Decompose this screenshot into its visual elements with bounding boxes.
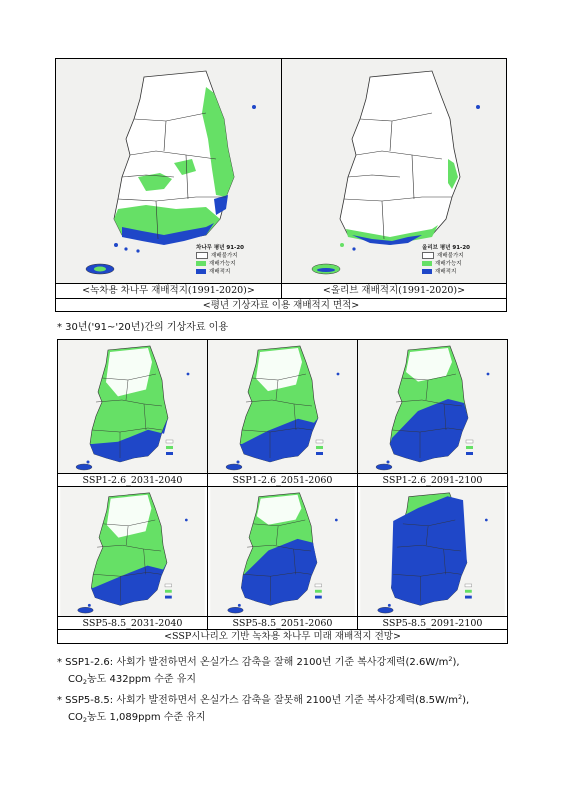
unsuitable-area — [107, 495, 152, 538]
legend-swatch — [316, 446, 323, 449]
ssp-map — [58, 487, 207, 616]
col-divider — [207, 340, 208, 629]
olive-map-caption: <올리브 재배적지(1991-2020)> — [282, 283, 506, 298]
island — [187, 373, 190, 376]
ssp-caption: SSP1-2.6_2051-2060 — [208, 473, 357, 487]
legend-title: 올리브 평년 91-20 — [422, 245, 470, 251]
footnote-text: ), — [452, 657, 460, 668]
legend-swatch — [166, 440, 173, 443]
superscript: 2 — [448, 655, 453, 663]
legend-swatch — [315, 596, 322, 599]
legend-swatch — [316, 452, 323, 455]
island — [335, 519, 338, 522]
ssp-map-panel — [58, 487, 207, 620]
footnote-text: 농도 1,089ppm 수준 유지 — [87, 712, 206, 723]
island — [88, 604, 91, 607]
olive-map-panel — [282, 59, 506, 283]
jeju-island — [376, 464, 392, 470]
tea-map-caption: <녹차용 차나무 재배적지(1991-2020)> — [56, 283, 282, 298]
legend-swatch — [466, 440, 473, 443]
tea-map-panel — [56, 59, 282, 283]
subscript: 2 — [82, 716, 87, 724]
ssp-caption: SSP1-2.6_2091-2100 — [358, 473, 507, 487]
ssp-caption: SSP1-2.6_2031-2040 — [58, 473, 207, 487]
footnote-text: CO — [68, 712, 83, 723]
ssp-map-panel — [208, 487, 357, 620]
ssp-map — [58, 340, 207, 473]
island — [487, 373, 490, 376]
legend-item: 재배가능지 — [209, 261, 236, 267]
island — [485, 519, 488, 522]
unsuitable-area — [256, 348, 302, 391]
legend-swatch — [466, 452, 473, 455]
legend-swatch — [316, 440, 323, 443]
period-note: * 30년('91~'20년)간의 기상자료 이용 — [57, 322, 228, 333]
legend-item: 재배적지 — [435, 269, 457, 275]
island — [388, 604, 391, 607]
legend-swatch — [465, 590, 472, 593]
island — [337, 373, 340, 376]
superscript: 2 — [458, 693, 463, 701]
footnote-ssp585 — [57, 689, 469, 729]
legend-swatch — [465, 584, 472, 587]
ssp-caption: SSP5-8.5_2051-2060 — [208, 616, 357, 630]
top-table-caption: <평년 기상자료 이용 재배적지 면적> — [56, 298, 506, 312]
ssp-map — [208, 340, 357, 473]
ssp-map-panel — [208, 340, 357, 473]
ssp-map — [358, 487, 507, 616]
jeju-island — [78, 607, 94, 613]
legend-swatch — [165, 584, 172, 587]
footnote-text: * SSP1-2.6: 사회가 발전하면서 온실가스 감축을 잘해 2100년 기준 복사강제력(2.6W/m — [57, 657, 449, 668]
legend-item: 재배적지 — [209, 269, 231, 275]
footnote-text: ), — [462, 695, 470, 706]
legend-swatch — [165, 596, 172, 599]
legend-swatch — [315, 590, 322, 593]
footnote-text: * SSP5-8.5: 사회가 발전하면서 온실가스 감축을 잘못해 2100년 기준 복사강제력(8.5W/m — [57, 695, 458, 706]
island — [237, 461, 240, 464]
jeju-island — [378, 607, 394, 613]
tea-map-legend — [196, 244, 268, 276]
olive-map-legend — [422, 244, 494, 276]
col-divider — [357, 340, 358, 629]
unsuitable-area — [106, 348, 152, 396]
legend-item: 재배불가지 — [211, 253, 238, 259]
jeju-island — [76, 464, 92, 470]
legend-item: 재배가능지 — [435, 261, 462, 267]
island — [238, 604, 241, 607]
jeju-island — [228, 607, 244, 613]
ssp-figure-table — [57, 339, 508, 644]
legend-title: 차나무 평년 91-20 — [196, 245, 244, 251]
ssp-map — [208, 487, 357, 616]
legend-swatch — [466, 446, 473, 449]
legend-item: 재배불가지 — [437, 253, 464, 259]
island — [185, 519, 188, 522]
legend-swatch — [165, 590, 172, 593]
footnote-text: CO — [68, 674, 83, 685]
jeju-island — [226, 464, 242, 470]
legend-swatch — [465, 596, 472, 599]
footnote-text: 농도 432ppm 수준 유지 — [87, 674, 197, 685]
ssp-caption: SSP5-8.5_2091-2100 — [358, 616, 507, 630]
ssp-table-caption: <SSP시나리오 기반 녹차용 차나무 미래 재배적지 전망> — [58, 629, 507, 644]
ssp-map-panel — [358, 487, 507, 620]
subscript: 2 — [82, 678, 87, 686]
top-figure-table — [55, 58, 507, 312]
legend-swatch — [166, 452, 173, 455]
legend-swatch — [315, 584, 322, 587]
island — [387, 461, 390, 464]
island — [87, 461, 90, 464]
footnote-ssp126 — [57, 651, 460, 691]
ssp-map — [358, 340, 507, 473]
ssp-caption: SSP5-8.5_2031-2040 — [58, 616, 207, 630]
legend-swatch — [166, 446, 173, 449]
ssp-map-panel — [58, 340, 207, 473]
ssp-map-panel — [358, 340, 507, 473]
